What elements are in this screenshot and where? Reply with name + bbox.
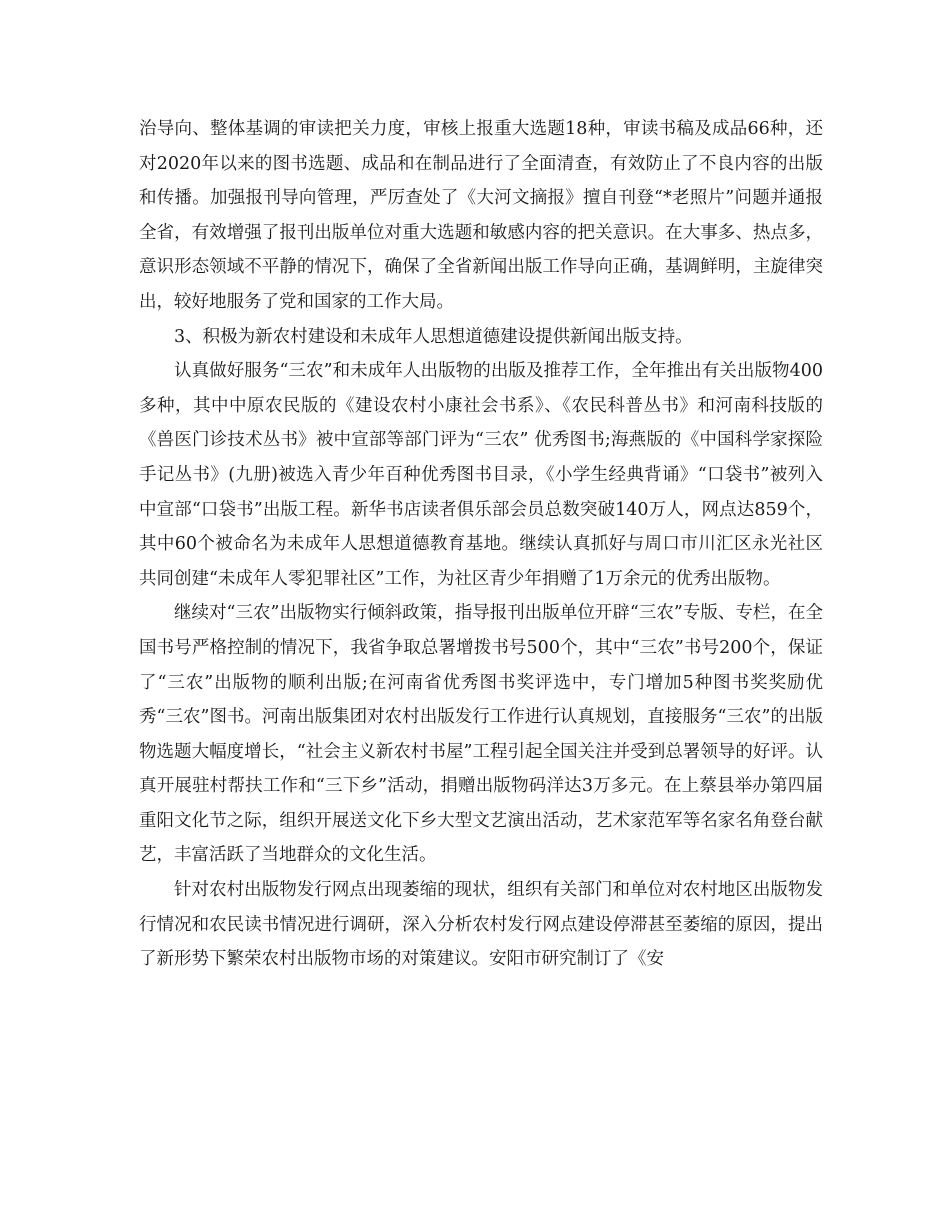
paragraph-2-heading: 3、积极为新农村建设和未成年人思想道德建设提供新闻出版支持。 <box>174 326 693 347</box>
paragraph-4: 继续对“三农”出版物实行倾斜政策，指导报刊出版单位开辟“三农”专版、专栏，在全国书号严格控制的情况下，我省争取总署增拨书号500个，其中“三农”书号200个，保证了“三农”出版物的顺利出版;在河南省优秀图书奖评选中，专门增加5种图书奖奖励优秀“三农”图书。河南出版集团对农村出版发行工作进行认真规划，直接服务“三农”的出版物选题大幅度增长，“社会主义新农村书屋”工程引起全国关注并受到总署领导的好评。认真开展驻村帮扶工作和“三下乡”活动，捐赠出版物码洋达3万多元。在上蔡县举办第四届重阳文化节之际，组织开展送文化下乡大型文艺演出活动，艺术家范军等名家名角登台献艺，丰富活跃了当地群众的文化生活。 <box>139 603 823 866</box>
document-body <box>139 112 823 977</box>
paragraph-1: 治导向、整体基调的审读把关力度，审核上报重大选题18种，审读书稿及成品66种，还对2020年以来的图书选题、成品和在制品进行了全面清查，有效防止了不良内容的出版和传播。加强报刊导向管理，严厉查处了《大河文摘报》擅自刊登“*老照片”问题并通报全省，有效增强了报刊出版单位对重大选题和敏感内容的把关意识。在大事多、热点多，意识形态领域不平静的情况下，确保了全省新闻出版工作导向正确，基调鲜明，主旋律突出，较好地服务了党和国家的工作大局。 <box>139 119 823 312</box>
paragraph-3: 认真做好服务“三农”和未成年人出版物的出版及推荐工作，全年推出有关出版物400多种，其中中原农民版的《建设农村小康社会书系》、《农民科普丛书》和河南科技版的《兽医门诊技术丛书》被中宣部等部门评为“三农” 优秀图书;海燕版的《中国科学家探险手记丛书》(九册)被选入青少年百种优秀图书目录，《小学生经典背诵》“口袋书”被列入中宣部“口袋书”出版工程。新华书店读者俱乐部会员总数突破140万人，网点达859个，其中60个被命名为未成年人思想道德教育基地。继续认真抓好与周口市川汇区永光社区共同创建“未成年人零犯罪社区”工作，为社区青少年捐赠了1万余元的优秀出版物。 <box>139 361 823 589</box>
paragraph-5: 针对农村出版物发行网点出现萎缩的现状，组织有关部门和单位对农村地区出版物发行情况和农民读书情况进行调研，深入分析农村发行网点建设停滞甚至萎缩的原因，提出了新形势下繁荣农村出版物市场的对策建议。安阳市研究制订了《安 <box>139 880 823 970</box>
